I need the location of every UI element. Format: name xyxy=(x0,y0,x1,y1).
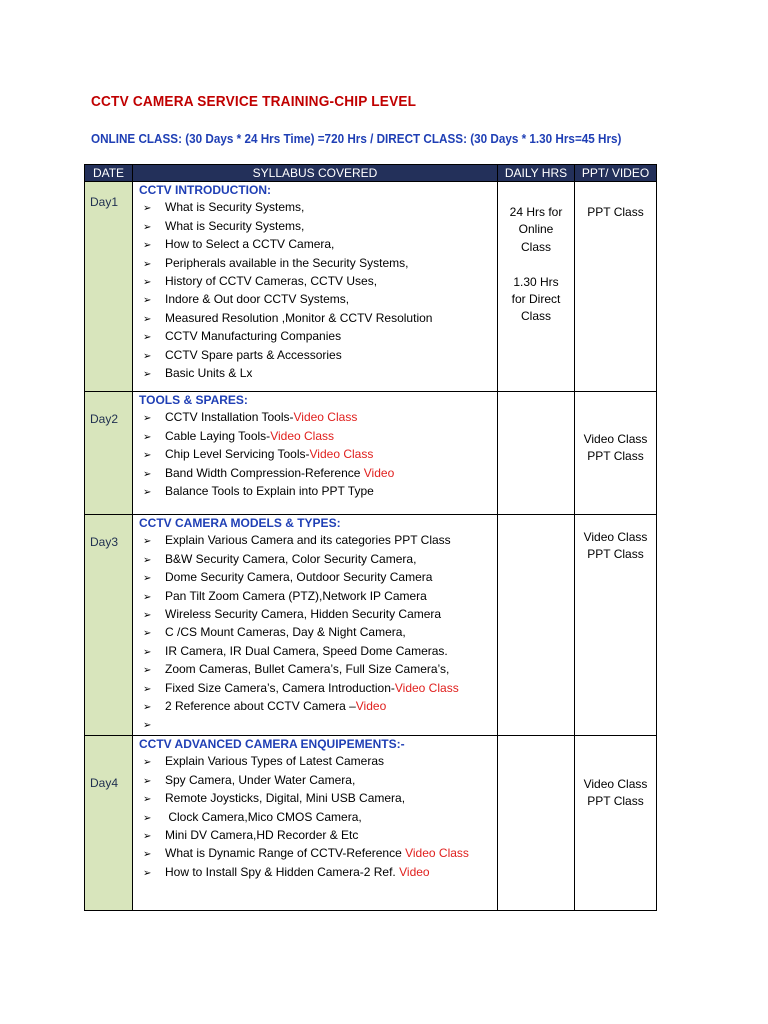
list-item xyxy=(143,624,497,642)
ppt-video-cell xyxy=(575,515,657,736)
syllabus-cell xyxy=(133,515,498,736)
list-item xyxy=(143,328,497,346)
ppt-video-cell xyxy=(575,735,657,910)
arrow-bullet-icon: ➢ xyxy=(143,683,152,695)
arrow-bullet-icon: ➢ xyxy=(143,332,152,344)
item-highlight: Video xyxy=(363,465,395,480)
daily-hrs-cell xyxy=(498,515,575,736)
arrow-bullet-icon: ➢ xyxy=(143,665,152,677)
item-text: Clock Camera,Mico CMOS Camera, xyxy=(165,809,362,824)
item-text: CCTV Installation Tools- xyxy=(165,410,294,425)
table-row xyxy=(85,182,657,392)
list-item xyxy=(143,236,497,254)
list-item xyxy=(143,845,497,863)
class-duration-line xyxy=(91,131,621,146)
item-text: How to Select a CCTV Camera, xyxy=(165,237,335,252)
item-text: Mini DV Camera,HD Recorder & Etc xyxy=(165,827,359,842)
arrow-bullet-icon: ➢ xyxy=(143,757,152,769)
item-text: Indore & Out door CCTV Systems, xyxy=(165,292,350,307)
ppt-video-line: PPT Class xyxy=(587,794,644,809)
list-item xyxy=(143,551,497,569)
arrow-bullet-icon: ➢ xyxy=(143,221,152,233)
list-item xyxy=(143,347,497,365)
section-title: TOOLS & SPARES: xyxy=(139,393,248,407)
item-text: How to Install Spy & Hidden Camera-2 Ref. xyxy=(165,864,400,879)
list-item xyxy=(143,428,497,446)
item-text: Explain Various Camera and its categories PPT Class xyxy=(165,533,451,548)
list-item xyxy=(143,291,497,309)
item-text: Spy Camera, Under Water Camera, xyxy=(165,772,356,787)
table-row xyxy=(85,392,657,515)
daily-hrs-line: 1.30 Hrs xyxy=(513,274,559,289)
arrow-bullet-icon: ➢ xyxy=(143,573,152,585)
direct-class-label: DIRECT CLASS: xyxy=(376,131,467,146)
syllabus-cell xyxy=(133,392,498,515)
ppt-video-line: Video Class xyxy=(583,776,648,791)
syllabus-cell xyxy=(133,735,498,910)
list-item xyxy=(143,532,497,550)
item-text: History of CCTV Cameras, CCTV Uses, xyxy=(165,274,378,289)
list-item xyxy=(143,273,497,291)
daily-hrs-line xyxy=(498,256,574,273)
list-item xyxy=(143,310,497,328)
list-item xyxy=(143,753,497,771)
syllabus-list xyxy=(133,199,497,383)
arrow-bullet-icon: ➢ xyxy=(143,591,152,603)
daily-hrs-cell xyxy=(498,735,575,910)
arrow-bullet-icon: ➢ xyxy=(143,702,152,714)
item-text: Cable Laying Tools- xyxy=(165,428,271,443)
arrow-bullet-icon: ➢ xyxy=(143,295,152,307)
syllabus-list xyxy=(133,409,497,501)
list-item xyxy=(143,588,497,606)
list-item xyxy=(143,199,497,217)
arrow-bullet-icon: ➢ xyxy=(143,258,152,270)
table-row xyxy=(85,515,657,736)
item-text: CCTV Spare parts & Accessories xyxy=(165,347,342,362)
day-cell xyxy=(85,515,133,736)
item-highlight: Video Class xyxy=(405,846,469,861)
item-text: B&W Security Camera, Color Security Camera, xyxy=(165,551,417,566)
arrow-bullet-icon: ➢ xyxy=(143,487,152,499)
list-item xyxy=(143,698,497,716)
syllabus-table xyxy=(84,164,657,911)
arrow-bullet-icon: ➢ xyxy=(143,431,152,443)
daily-hrs-line: for Direct xyxy=(511,292,561,307)
header-date: DATE xyxy=(85,165,133,182)
list-item xyxy=(143,606,497,624)
header-daily-hrs: DAILY HRS xyxy=(498,165,575,182)
item-text: Fixed Size Camera’s, Camera Introduction- xyxy=(165,680,395,695)
arrow-bullet-icon: ➢ xyxy=(143,413,152,425)
arrow-bullet-icon: ➢ xyxy=(143,350,152,362)
item-text: Remote Joysticks, Digital, Mini USB Camera, xyxy=(165,791,406,806)
arrow-bullet-icon: ➢ xyxy=(143,554,152,566)
item-text: Pan Tilt Zoom Camera (PTZ),Network IP Camera xyxy=(165,588,427,603)
list-item xyxy=(143,864,497,882)
day-label: Day3 xyxy=(90,535,119,549)
online-class-label: ONLINE CLASS: xyxy=(91,131,183,146)
list-item xyxy=(143,409,497,427)
arrow-bullet-icon: ➢ xyxy=(143,849,152,861)
arrow-bullet-icon: ➢ xyxy=(143,277,152,289)
list-item xyxy=(143,809,497,827)
arrow-bullet-icon: ➢ xyxy=(143,203,152,215)
daily-hrs-line: 24 Hrs for xyxy=(509,205,563,219)
daily-hrs-line: Class xyxy=(520,309,551,324)
arrow-bullet-icon: ➢ xyxy=(143,536,152,548)
ppt-video-cell xyxy=(575,392,657,515)
item-text: What is Security Systems, xyxy=(165,218,305,233)
item-highlight: Video xyxy=(355,699,387,714)
arrow-bullet-icon: ➢ xyxy=(143,610,152,622)
arrow-bullet-icon: ➢ xyxy=(143,450,152,462)
ppt-video-line: PPT Class xyxy=(587,547,644,562)
direct-class-text: (30 Days * 1.30 Hrs=45 Hrs) xyxy=(470,131,622,146)
arrow-bullet-icon: ➢ xyxy=(143,794,152,806)
online-class-text: (30 Days * 24 Hrs Time) =720 Hrs / xyxy=(185,131,374,146)
item-highlight: Video xyxy=(399,864,430,879)
arrow-bullet-icon: ➢ xyxy=(143,646,152,658)
day-cell xyxy=(85,392,133,515)
daily-hrs-cell xyxy=(498,392,575,515)
list-item xyxy=(143,218,497,236)
arrow-bullet-icon: ➢ xyxy=(143,369,152,381)
item-text: 2 Reference about CCTV Camera – xyxy=(165,699,356,714)
section-title: CCTV INTRODUCTION: xyxy=(139,183,271,197)
arrow-bullet-icon: ➢ xyxy=(143,812,152,824)
table-row xyxy=(85,735,657,910)
item-text: Band Width Compression-Reference xyxy=(165,465,364,480)
syllabus-list xyxy=(133,532,497,734)
item-text: C /CS Mount Cameras, Day & Night Camera, xyxy=(165,625,406,640)
day-cell xyxy=(85,182,133,392)
header-syllabus: SYLLABUS COVERED xyxy=(133,165,498,182)
table-header-row xyxy=(85,165,657,182)
header-ppt-video: PPT/ VIDEO xyxy=(575,165,657,182)
list-item xyxy=(143,569,497,587)
section-title: CCTV ADVANCED CAMERA ENQUIPEMENTS:- xyxy=(139,736,405,751)
arrow-bullet-icon: ➢ xyxy=(143,830,152,842)
arrow-bullet-icon: ➢ xyxy=(143,628,152,640)
arrow-bullet-icon: ➢ xyxy=(143,720,152,732)
item-text: Zoom Cameras, Bullet Camera’s, Full Size Camera’s, xyxy=(165,662,450,677)
list-item xyxy=(143,790,497,808)
daily-hrs-line: Online xyxy=(518,222,554,237)
list-item xyxy=(143,827,497,845)
list-item xyxy=(143,255,497,273)
syllabus-list xyxy=(133,753,497,882)
item-highlight: Video Class xyxy=(293,410,358,425)
list-item xyxy=(143,446,497,464)
item-highlight: Video Class xyxy=(309,447,374,462)
day-cell xyxy=(85,735,133,910)
item-text: Peripherals available in the Security Systems, xyxy=(165,255,409,270)
list-item xyxy=(143,643,497,661)
arrow-bullet-icon: ➢ xyxy=(143,313,152,325)
arrow-bullet-icon: ➢ xyxy=(143,240,152,252)
day-label: Day1 xyxy=(90,195,119,209)
list-item xyxy=(143,483,497,501)
item-highlight: Video Class xyxy=(394,680,459,695)
arrow-bullet-icon: ➢ xyxy=(143,867,152,879)
daily-hrs-line: Class xyxy=(520,239,551,254)
item-highlight: Video Class xyxy=(270,428,335,443)
list-item xyxy=(143,465,497,483)
item-text: Basic Units & Lx xyxy=(165,366,253,381)
daily-hrs-cell xyxy=(498,182,575,392)
syllabus-cell xyxy=(133,182,498,392)
item-text: What is Security Systems, xyxy=(165,200,305,215)
list-item xyxy=(143,365,497,383)
page-title: CCTV CAMERA SERVICE TRAINING-CHIP LEVEL xyxy=(91,94,417,110)
item-text: Explain Various Types of Latest Cameras xyxy=(165,754,384,769)
arrow-bullet-icon: ➢ xyxy=(143,468,152,480)
list-item xyxy=(143,661,497,679)
list-item xyxy=(143,772,497,790)
list-item xyxy=(143,716,497,734)
item-text: Measured Resolution ,Monitor & CCTV Resolution xyxy=(165,310,433,325)
arrow-bullet-icon: ➢ xyxy=(143,775,152,787)
item-text: Wireless Security Camera, Hidden Security Camera xyxy=(165,607,442,622)
item-text: Chip Level Servicing Tools- xyxy=(165,447,310,462)
ppt-video-line: Video Class xyxy=(583,530,648,544)
item-text: Balance Tools to Explain into PPT Type xyxy=(165,484,374,499)
section-title: CCTV CAMERA MODELS & TYPES: xyxy=(139,516,341,530)
ppt-video-cell xyxy=(575,182,657,392)
ppt-video-line: PPT Class xyxy=(587,205,644,219)
item-text: What is Dynamic Range of CCTV-Reference xyxy=(165,846,406,861)
day-label: Day4 xyxy=(90,775,119,790)
ppt-video-line: PPT Class xyxy=(587,449,644,464)
item-text: Dome Security Camera, Outdoor Security Camera xyxy=(165,570,433,585)
list-item xyxy=(143,680,497,698)
item-text: IR Camera, IR Dual Camera, Speed Dome Cameras. xyxy=(165,643,448,658)
ppt-video-line: Video Class xyxy=(583,432,648,446)
day-label: Day2 xyxy=(90,412,119,426)
item-text: CCTV Manufacturing Companies xyxy=(165,329,342,344)
